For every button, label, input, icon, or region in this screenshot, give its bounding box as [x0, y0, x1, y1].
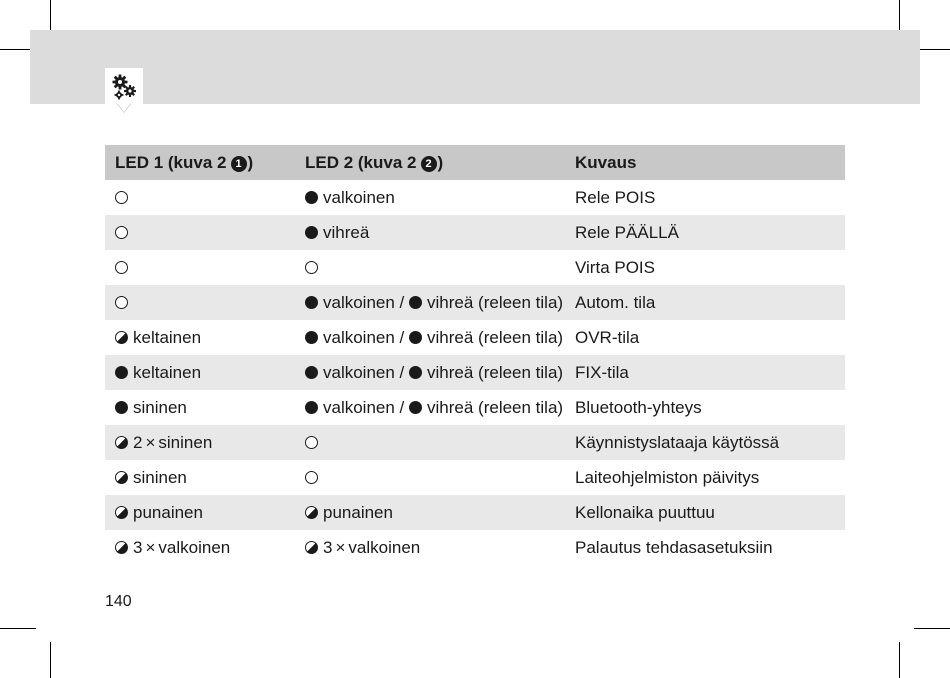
- table-row: [105, 320, 845, 355]
- led-color-text: valkoinen /: [323, 292, 405, 312]
- led2-cell: [295, 530, 575, 565]
- table-row: [105, 460, 845, 495]
- header-led2-close: ): [437, 152, 444, 172]
- led1-cell: [105, 180, 295, 215]
- led-color-text: vihreä (releen tila): [427, 327, 564, 347]
- filled-circle-icon: [409, 296, 422, 309]
- table-row: [105, 250, 845, 285]
- led-color-text: punainen: [133, 502, 203, 522]
- led2-cell: [295, 495, 575, 530]
- led-color-text: valkoinen /: [323, 362, 405, 382]
- empty-circle-icon: [115, 296, 128, 309]
- filled-circle-icon: [409, 401, 422, 414]
- table-row: [105, 425, 845, 460]
- description-cell: Palautus tehdasasetuksiin: [575, 537, 773, 557]
- table-row: [105, 495, 845, 530]
- led2-cell: [295, 425, 575, 460]
- crop-mark: [899, 642, 900, 678]
- led-color-text: vihreä: [323, 222, 370, 242]
- filled-circle-icon: [305, 366, 318, 379]
- description-cell: Rele POIS: [575, 187, 656, 207]
- header-led1-close: ): [247, 152, 254, 172]
- filled-circle-icon: [409, 331, 422, 344]
- empty-circle-icon: [305, 261, 318, 274]
- led-color-text: keltainen: [133, 327, 202, 347]
- half-filled-circle-icon: [115, 331, 128, 344]
- header-led2: [295, 145, 575, 180]
- table-header-row: [105, 145, 845, 180]
- half-filled-circle-icon: [305, 541, 318, 554]
- filled-circle-icon: [115, 401, 128, 414]
- table-row: [105, 285, 845, 320]
- led-color-text: valkoinen: [158, 537, 231, 557]
- filled-circle-icon: [305, 296, 318, 309]
- times-sign: ×: [335, 537, 346, 557]
- led2-cell: [295, 355, 575, 390]
- empty-circle-icon: [115, 261, 128, 274]
- half-filled-circle-icon: [115, 471, 128, 484]
- led2-cell: [295, 250, 575, 285]
- filled-circle-icon: [305, 331, 318, 344]
- half-filled-circle-icon: [115, 436, 128, 449]
- callout-number-1: 1: [231, 156, 247, 172]
- led2-cell: [295, 390, 575, 425]
- crop-mark: [50, 642, 51, 678]
- header-description: Kuvaus: [575, 145, 845, 180]
- led1-cell: [105, 425, 295, 460]
- led1-cell: [105, 390, 295, 425]
- led-color-text: keltainen: [133, 362, 202, 382]
- filled-circle-icon: [305, 401, 318, 414]
- led-color-text: sininen: [158, 432, 213, 452]
- table-row: [105, 355, 845, 390]
- empty-circle-icon: [305, 436, 318, 449]
- crop-mark: [914, 628, 950, 629]
- blink-count: 3: [133, 537, 143, 557]
- table-row: [105, 530, 845, 565]
- filled-circle-icon: [305, 226, 318, 239]
- led-color-text: punainen: [323, 502, 393, 522]
- table-row: [105, 180, 845, 215]
- led-color-text: valkoinen /: [323, 397, 405, 417]
- description-cell: Kellonaika puuttuu: [575, 495, 845, 530]
- led1-cell: [105, 530, 295, 565]
- header-led1-label: LED 1 (kuva 2: [115, 152, 227, 172]
- description-cell: Bluetooth-yhteys: [575, 397, 702, 417]
- description-cell: Autom. tila: [575, 285, 845, 320]
- description-cell: Virta POIS: [575, 257, 655, 277]
- table-row: [105, 215, 845, 250]
- blink-count: 2: [133, 432, 143, 452]
- led-status-table: [105, 145, 845, 565]
- crop-mark: [0, 628, 36, 629]
- led2-cell: [295, 180, 575, 215]
- led1-cell: [105, 250, 295, 285]
- table-row: [105, 390, 845, 425]
- filled-circle-icon: [115, 366, 128, 379]
- led1-cell: [105, 215, 295, 250]
- led-color-text: vihreä (releen tila): [427, 397, 564, 417]
- led2-cell: [295, 215, 575, 250]
- led-color-text: vihreä (releen tila): [427, 362, 564, 382]
- led1-cell: [105, 355, 295, 390]
- header-led1: [105, 145, 295, 180]
- half-filled-circle-icon: [115, 506, 128, 519]
- led1-cell: [105, 460, 295, 495]
- empty-circle-icon: [115, 191, 128, 204]
- description-cell: OVR-tila: [575, 327, 640, 347]
- half-filled-circle-icon: [115, 541, 128, 554]
- led1-cell: [105, 285, 295, 320]
- led-color-text: valkoinen /: [323, 327, 405, 347]
- led-color-text: valkoinen: [323, 187, 395, 207]
- led-color-text: valkoinen: [348, 537, 421, 557]
- callout-pointer: [118, 104, 130, 112]
- header-led2-label: LED 2 (kuva 2: [305, 152, 417, 172]
- callout-number-2: 2: [421, 156, 437, 172]
- blink-count: 3: [323, 537, 333, 557]
- description-cell: Käynnistyslataaja käytössä: [575, 425, 845, 460]
- description-cell: Laiteohjelmiston päivitys: [575, 467, 760, 487]
- description-cell: FIX-tila: [575, 355, 845, 390]
- page-number: 140: [105, 593, 132, 610]
- half-filled-circle-icon: [305, 506, 318, 519]
- description-cell: Rele PÄÄLLÄ: [575, 215, 845, 250]
- times-sign: ×: [145, 537, 156, 557]
- settings-callout: [105, 68, 143, 104]
- led-color-text: sininen: [133, 397, 187, 417]
- led-color-text: vihreä (releen tila): [427, 292, 564, 312]
- empty-circle-icon: [115, 226, 128, 239]
- filled-circle-icon: [305, 191, 318, 204]
- times-sign: ×: [145, 432, 156, 452]
- gears-icon: [110, 72, 138, 100]
- section-header-band: [30, 30, 920, 104]
- led1-cell: [105, 320, 295, 355]
- filled-circle-icon: [409, 366, 422, 379]
- led1-cell: [105, 495, 295, 530]
- empty-circle-icon: [305, 471, 318, 484]
- led2-cell: [295, 460, 575, 495]
- led2-cell: [295, 285, 575, 320]
- led2-cell: [295, 320, 575, 355]
- led-color-text: sininen: [133, 467, 187, 487]
